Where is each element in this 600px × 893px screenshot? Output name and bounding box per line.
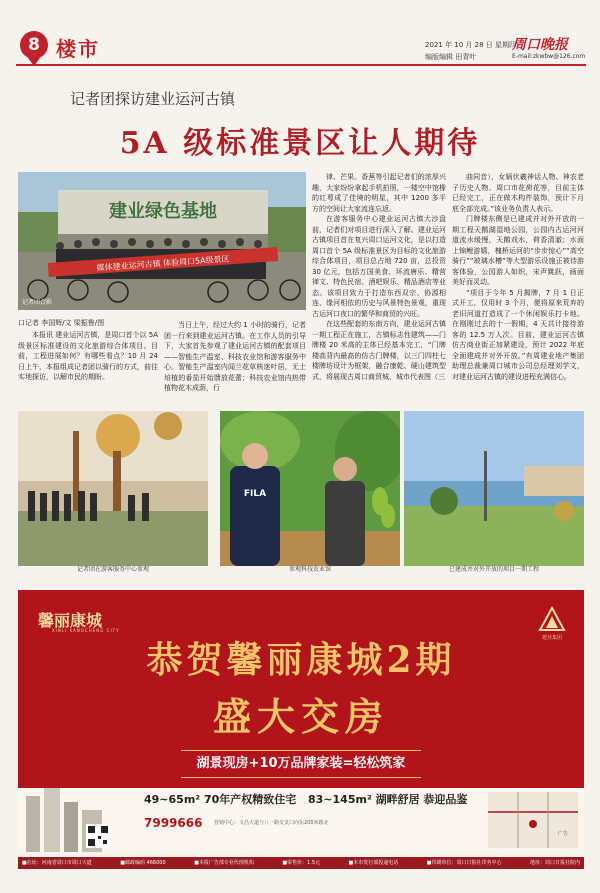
article-headline: 5A 级标准景区让人期待 — [119, 126, 481, 161]
tshirt-logo-text: FILA — [243, 489, 267, 499]
ad-spec-small-units: 49~65m² 70年产权精致住宅 — [144, 793, 297, 806]
article-column-3 — [312, 172, 446, 408]
article-column-4 — [452, 172, 584, 408]
paragraph: 当日上午，经过大约 1 小时的骑行，记者团一行来到建业运河古镇。在工作人员的引导下，大家首先参观了建业运河古镇的配套项目——智能生产温室、科技农业馆和游客服务中心。智能生产温室内闻兰花草核迷叶居，无土培植的番茄开始馈放花蕾；科技农业馆内热带植物花木成荫，行 — [164, 321, 306, 392]
header-divider — [16, 64, 586, 66]
paragraph: 律、芒果、香蕉等引起记者们的浓厚兴趣，大家纷纷拿起手机拍照，一楼空中馆橡的红萼成了佳境的明星，其中 1200 多平方的空间让大家流连忘返。 — [312, 173, 446, 213]
ad-offer-banner: 湖景现房+10万品牌家装=轻松筑家 — [181, 750, 421, 778]
ad-headline-2: 盛大交房 — [212, 694, 389, 739]
page-footer — [18, 857, 584, 869]
location-map — [488, 792, 578, 848]
ad-label: 广告 — [558, 831, 569, 837]
footer-item: ■零售价：1.5元 — [282, 860, 321, 866]
footer-item: ■邮政编码 466000 — [120, 860, 166, 866]
group-photo — [18, 172, 306, 310]
photo-caption-2: 参观科技农业馆 — [288, 566, 331, 573]
ad-spec-large-units: 83~145m² 湖畔舒居 恭迎品鉴 — [308, 793, 468, 806]
newspaper-email: E-mail:zkwbw@126.com — [512, 53, 586, 60]
qr-code-icon — [86, 824, 110, 848]
group-photo-banner-text: 媒体建业运河古镇 体验周口5A级景区 — [96, 254, 230, 273]
group-photo-caption: 记者团合影 — [22, 299, 53, 306]
real-estate-ad — [18, 590, 584, 852]
footer-item: 地址：周口日报社院内 — [529, 860, 580, 866]
paragraph: 曲同音），女娲伏羲神话人物、神农老子历史人物、周口市花荷花等，目前主体已经完工，正在做木构件装饰，预计下月底全部完成。”该业务负责人表示。 — [452, 173, 584, 213]
park-photo — [404, 411, 584, 566]
page-number-badge: 8 — [20, 31, 48, 59]
ad-headline-1: 恭贺馨丽康城2期 — [146, 639, 456, 681]
group-photo-image — [18, 172, 306, 310]
ad-brand: 馨丽康城 — [38, 611, 103, 630]
greenhouse-sign-text: 建业绿色基地 — [109, 201, 217, 222]
article-kicker: 记者团探访建业运河古镇 — [70, 90, 236, 108]
ad-address: 营销中心：文昌大道与八一路交叉口向东200米路北 — [214, 820, 329, 826]
photo-caption-1: 记者团在游客服务中心参观 — [76, 566, 149, 573]
paragraph: 在游客服务中心建业运河古镇大沙盘前，记者们对项目进行深入了解。建业运河古镇项目首在复兴周口运河文化，是以打造周口首个 5A 级标准景区为目标的文化旅游综合体项目，项目总占地 720 亩，总投资 30 亿元，包括万国美食、环流唐乐、精营禅文、特色民宿、酒吧娱乐、精品酒店等业态。该项目致力于打造东西双宗、协源相连、缘河相依的历史与风景特色景观，重现古运河口夜口的繁华和商贸的兴旺。 — [312, 215, 446, 318]
developer-logo-label: 建业集团 — [541, 635, 562, 641]
article-column-1 — [18, 330, 158, 408]
ad-brand-en: XINLI KANGCHENG CITY — [52, 628, 120, 633]
paragraph: 在这些配套的东南方向，建业运河古镇一期工程正在施工，古镇标志性建筑——门牌楼 20 米高的主体已经基本完工，“门牌楼高背内最高的仿古门牌楼，以三门四柱七楼牌坊设计为框架，融合康乾、硬山建筑型式，将展现古周口商贸城、城市代表图（三 — [312, 320, 446, 381]
tech-agriculture-image — [220, 411, 400, 566]
tech-agriculture-photo — [220, 411, 400, 566]
paragraph: 本报讯 建业运河古镇，是周口首个以 5A 级景区标准建设的文化旅游综合体项目。目前，工程进展如何？有哪些看点？10 月 24 日上午，本报组成记者团以骑行的方式，前往实地探访，以解市民的期盼。 — [18, 331, 158, 381]
footer-item: ■本市发行部投递电话 — [348, 860, 399, 866]
issue-date: 2021 年 10 月 28 日 星期四 — [425, 41, 516, 49]
footer-item: ■本报广告部专业代理机构 — [194, 860, 254, 866]
newspaper-logo: 周口晚报 — [512, 37, 568, 53]
paragraph: “项目于今年 5 月揭牌，7 月 1 日正式开工，仅用时 3 个月，便将原来荒弃的老旧河道打造成了一个休闲娱乐打卡地。在刚刚过去的十一假期，4 天共计接待游客的 12.5 万人次。目前，建业运河古镇仿古商业街正加紧建设，预计 2022 年底全面建成并对外开放。”有周建业地产集团助理总裁兼周口城市公司总经理刘学文，对建业运河古镇的建设进程充满信心。 — [452, 288, 584, 381]
page-header — [0, 0, 600, 80]
developer-logo-icon — [538, 606, 566, 634]
editor-credit: 编版编辑 田青叶 — [425, 53, 477, 61]
ad-phone: 7999666 — [144, 816, 203, 830]
paragraph: 门牌楼东侧是已建成并对外开放的一期工程天鹅湖湿地公园，公园内古运河河道流水缓慢，天鹅戏水，荷香清澈；水面上锦鲤游嬉，槐桥运河的“步步惊心”“高空骑行”“玻璃水槽”等大型游乐设施正被待游客体验，公园游人如织，宋声跳跃，画面美好而灵动。 — [452, 215, 584, 286]
park-image — [404, 411, 584, 566]
visitor-center-image — [18, 411, 208, 566]
visitor-center-photo — [18, 411, 208, 566]
footer-item: ■社址：河南省周口市周口大道 — [22, 860, 92, 866]
section-title: 楼市 — [56, 37, 100, 61]
article-byline: 口记者 李国辉/文 梁振鲁/图 — [18, 319, 105, 327]
photo-caption-3: 已建成并对外开放的项目一期工程 — [448, 566, 539, 573]
footer-item: ■印刷单位：周口日报社印务中心 — [426, 860, 502, 866]
article-column-2 — [164, 320, 306, 408]
